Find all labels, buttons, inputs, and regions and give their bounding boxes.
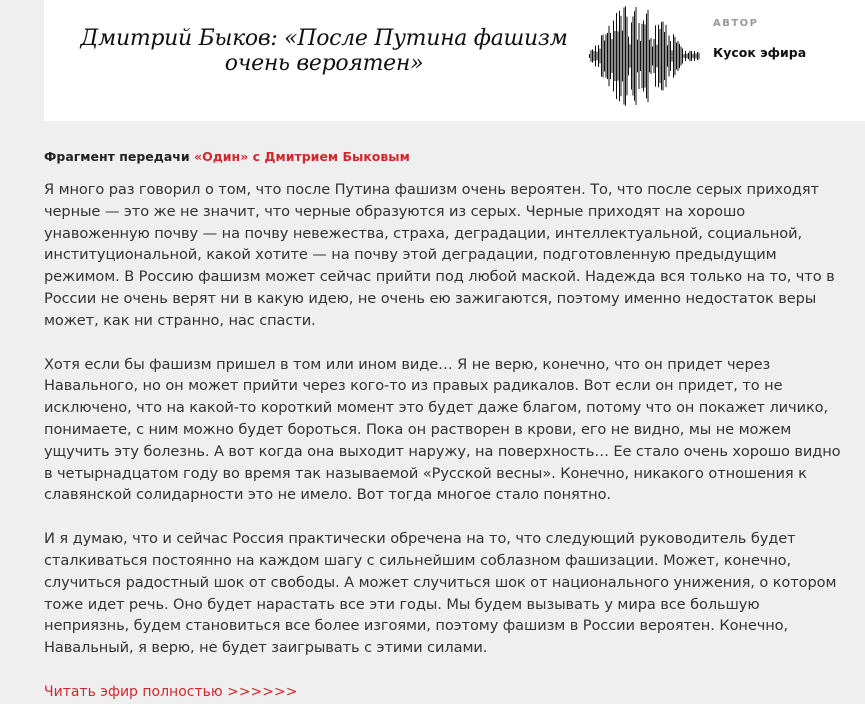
article-title: Дмитрий Быков: «После Путина фашизм очень вероятен» [80, 26, 568, 76]
wave-bar [681, 47, 682, 66]
paragraph-3: И я думаю, что и сейчас Россия практически обречена на то, что следующий руководитель будет сталкиваться постоянно на каждом шагу с сильнейшим соблазном фашизации. Может, конечно, случиться радостный шок от свободы. А может случиться шок от национального унижения, о котором тоже идет речь. Оно будет нарастать все эти годы. Мы будем вызывать у мира все большую неприязнь, будем становиться все более изгоями, поэтому фашизм в России вероятен. Конечно, Навальный, я верю, не будет заигрывать с этими силами. [44, 530, 837, 657]
wave-bar [622, 31, 623, 82]
wave-bar [628, 37, 629, 76]
wave-bar [687, 54, 688, 59]
wave-bar [693, 54, 694, 58]
wave-bar [621, 16, 622, 96]
wave-bar [684, 54, 685, 58]
wave-bar [637, 40, 638, 73]
wave-bar [649, 40, 650, 72]
article-header [44, 0, 865, 121]
wave-bar [690, 51, 691, 61]
wave-bar [636, 7, 637, 105]
wave-bar [640, 41, 641, 71]
wave-bar [627, 17, 628, 96]
wave-bar [666, 25, 667, 87]
wave-bar [667, 45, 668, 66]
article-body [44, 147, 844, 700]
wave-bar [678, 41, 679, 71]
wave-bar [657, 45, 658, 68]
wave-bar [589, 54, 590, 58]
wave-bar [615, 31, 616, 81]
wave-bar [682, 48, 683, 63]
wave-bar [691, 51, 692, 61]
wave-bar [604, 41, 605, 72]
wave-bar [670, 41, 671, 71]
wave-bar [688, 53, 689, 59]
author-label: АВТОР [713, 18, 759, 29]
wave-bar [630, 44, 631, 67]
wave-bar [607, 33, 608, 79]
wave-bar [679, 44, 680, 68]
wave-bar [697, 52, 698, 60]
wave-bar [655, 25, 656, 86]
paragraph-2: Хотя если бы фашизм пришел в том или ином виде… Я не верю, конечно, что он придет через Навального, но он может прийти через кого-то из правых радикалов. Вот если он придет, то не исключено, что на какой-то короткий момент это будет даже благом, потому что он покажет личико, понимаете, с ним можно будет бороться. Пока он растворен в крови, его не видно, мы не можем ущучить эту болезнь. А вот когда она выходит наружу, на поверхность… Ее стало очень хорошо видно в четырнадцатом году во время так называемой «Русской весны». Конечно, никакого отношения к славянской солидарности это не имело. Вот тогда многое стало понятно. [44, 355, 841, 504]
program-link[interactable]: «Один» с Дмитрием Быковым [194, 149, 410, 164]
wave-bar [618, 31, 619, 80]
wave-bar [664, 32, 665, 80]
wave-bar [610, 33, 611, 79]
wave-bar [651, 38, 652, 74]
wave-bar [642, 24, 643, 88]
wave-bar [675, 37, 676, 75]
wave-bar [591, 50, 592, 61]
wave-bar [672, 50, 673, 62]
wave-bar [676, 43, 677, 70]
wave-bar [673, 34, 674, 77]
wave-bar [654, 39, 655, 73]
wave-bar [631, 22, 632, 89]
wave-bar [613, 21, 614, 92]
wave-bar [597, 52, 598, 61]
wave-bar [652, 46, 653, 65]
wave-bar [634, 11, 635, 101]
wave-bar [592, 49, 593, 62]
lead-line [44, 147, 844, 167]
wave-bar [609, 26, 610, 86]
author-name[interactable]: Кусок эфира [713, 45, 807, 60]
wave-bar [612, 39, 613, 73]
wave-bar [619, 11, 620, 102]
wave-bar [594, 51, 595, 61]
wave-bar [600, 49, 601, 64]
wave-bar [685, 51, 686, 61]
paragraph-1: Я много раз говорил о том, что после Путина фашизм очень вероятен. То, что после серых приходят черные — это же не значит, что черные образуются из серых. Черные приходят на хорошо унавоженную почву — на почву невежества, страха, деградации, интеллектуальной, социальной, институциональной, какой хотите — на почву этой деградации, подготовленную предыдущим режимом. В Россию фашизм может сейчас прийти под любой маской. Надежда вся только на то, что в России не очень верят ни в какую идею, не очень ею зажигаются, поэтому именно недостаток веры может, как ни странно, нас спасти. [44, 181, 835, 329]
wave-bar [669, 35, 670, 76]
wave-bar [648, 10, 649, 102]
wave-bar [661, 22, 662, 90]
wave-bar [663, 22, 664, 91]
wave-bar [625, 6, 626, 105]
wave-bar [646, 14, 647, 99]
wave-bar [658, 25, 659, 88]
wave-bar [603, 35, 604, 78]
wave-bar [598, 45, 599, 67]
wave-bar [606, 34, 607, 77]
wave-bar [616, 13, 617, 99]
wave-bar [694, 51, 695, 61]
wave-bar [699, 53, 700, 60]
wave-bar [660, 29, 661, 83]
wave-bar [601, 35, 602, 76]
sound-wave-icon [589, 0, 701, 108]
wave-bar [643, 20, 644, 91]
wave-bar [696, 53, 697, 58]
wave-bar [639, 23, 640, 89]
read-more-link[interactable]: Читать эфир полностью >>>>>> [44, 683, 298, 700]
lead-prefix: Фрагмент передачи [44, 149, 194, 164]
wave-bar [595, 46, 596, 67]
wave-bar [645, 24, 646, 87]
wave-bar [633, 16, 634, 95]
wave-bar [624, 7, 625, 104]
